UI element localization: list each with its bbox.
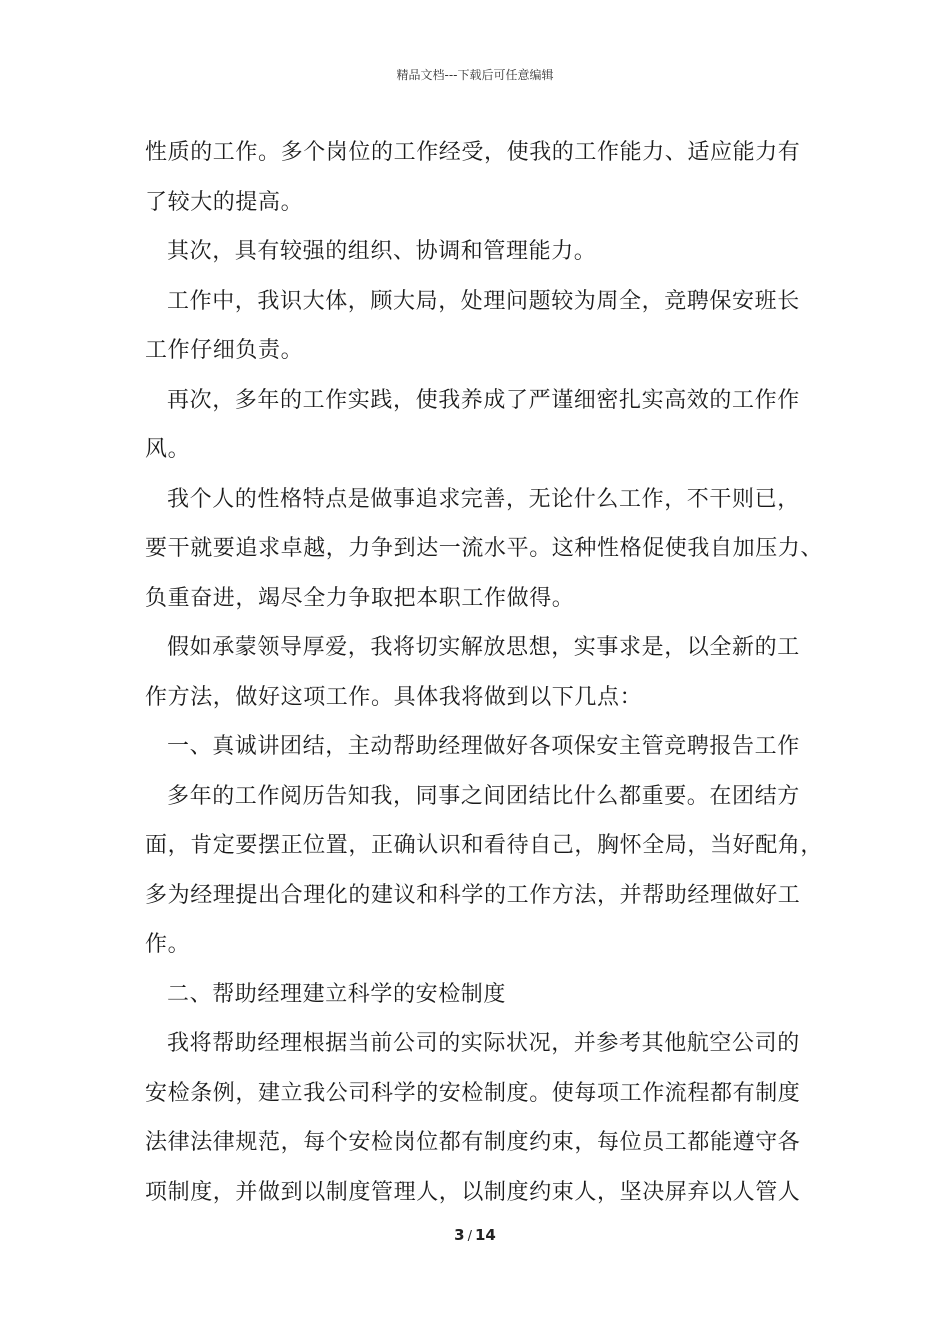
page-separator: / (467, 1229, 472, 1244)
text-line: 作。 (145, 932, 191, 957)
total-page-count: 14 (474, 1226, 496, 1244)
text-line: 多年的工作阅历告知我，同事之间团结比什么都重要。在团结方 (167, 783, 800, 809)
text-line: 工作中，我识大体，顾大局，处理问题较为周全，竞聘保安班长 (167, 288, 800, 314)
text-line: 安检条例，建立我公司科学的安检制度。使每项工作流程都有制度 (145, 1080, 801, 1106)
text-line: 我个人的性格特点是做事追求完善，无论什么工作，不干则已， (167, 486, 800, 512)
text-line: 了较大的提高。 (145, 189, 304, 215)
section-heading: 一、真诚讲团结，主动帮助经理做好各项保安主管竞聘报告工作 (167, 734, 800, 759)
text-line: 性质的工作。多个岗位的工作经受，使我的工作能力、适应能力有 (145, 140, 801, 165)
text-line: 我将帮助经理根据当前公司的实际状况，并参考其他航空公司的 (167, 1031, 800, 1056)
page-header: 精品文档---下载后可任意编辑 (396, 68, 554, 82)
text-line: 作方法，做好这项工作。具体我将做到以下几点： (145, 684, 643, 710)
text-line: 假如承蒙领导厚爱，我将切实解放思想，实事求是，以全新的工 (167, 635, 800, 660)
current-page-number: 3 (454, 1226, 465, 1244)
document-body (145, 128, 824, 1217)
text-line: 负重奋进，竭尽全力争取把本职工作做得。 (145, 585, 575, 611)
text-line: 其次，具有较强的组织、协调和管理能力。 (167, 239, 597, 264)
text-line: 项制度，并做到以制度管理人，以制度约束人，坚决屏弃以人管人 (145, 1179, 801, 1205)
text-line: 再次，多年的工作实践，使我养成了严谨细密扎实高效的工作作 (167, 387, 800, 413)
text-line: 风。 (145, 437, 191, 462)
section-heading: 二、帮助经理建立科学的安检制度 (167, 981, 507, 1007)
text-line: 多为经理提出合理化的建议和科学的工作方法，并帮助经理做好工 (145, 882, 801, 908)
text-line: 面，肯定要摆正位置，正确认识和看待自己，胸怀全局，当好配角， (145, 833, 824, 858)
text-line: 要干就要追求卓越，力争到达一流水平。这种性格促使我自加压力、 (145, 536, 824, 561)
text-line: 法律法律规范，每个安检岗位都有制度约束，每位员工都能遵守各 (145, 1130, 801, 1155)
page-number (0, 1226, 950, 1244)
text-line: 工作仔细负责。 (145, 338, 304, 363)
